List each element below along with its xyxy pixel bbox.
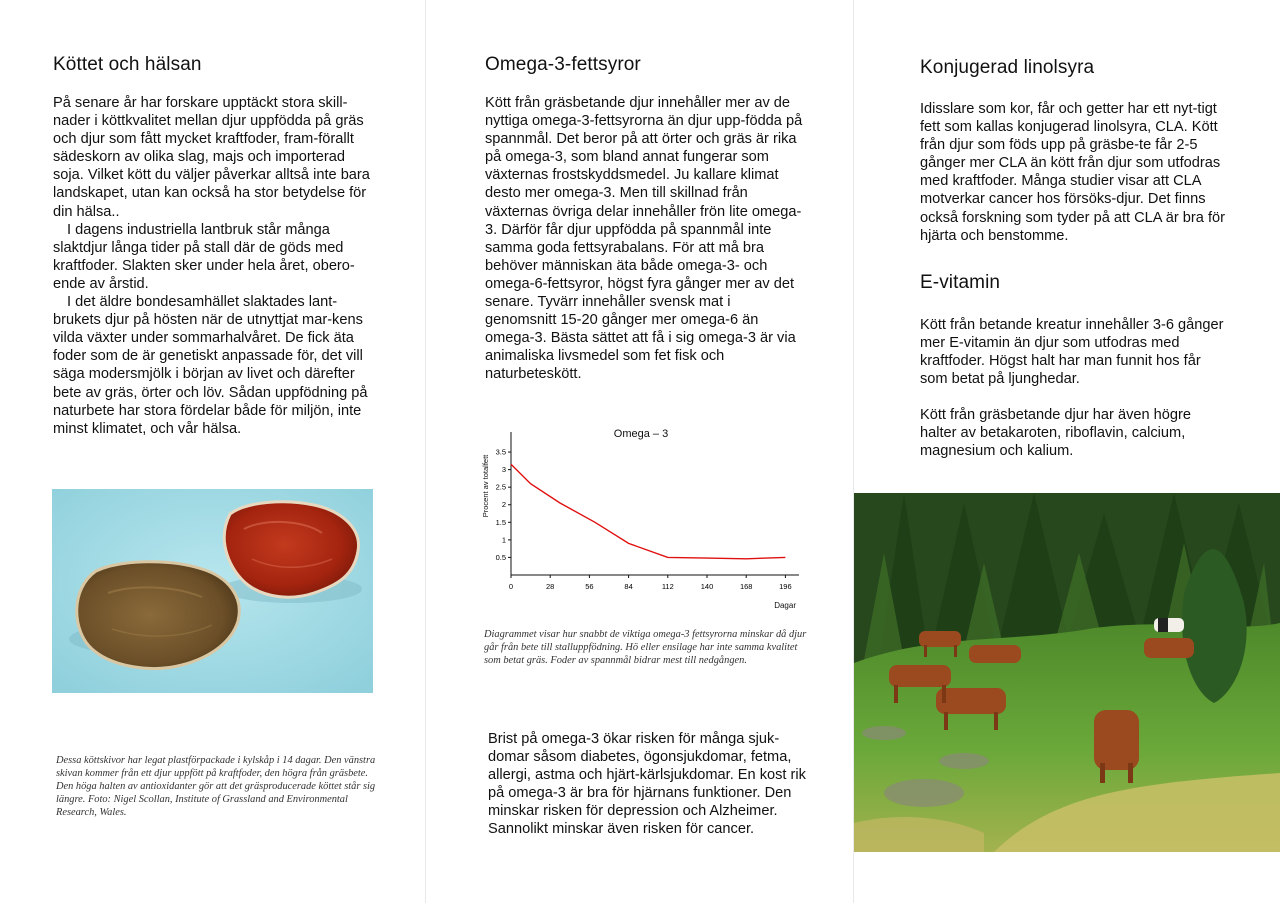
x-tick-label: 28 <box>546 582 555 591</box>
meat-health-body <box>53 94 379 438</box>
y-tick-label: 3 <box>501 465 506 475</box>
x-tick-label: 0 <box>508 582 514 591</box>
omega-3-body: Kött från gräsbetande djur innehåller mer av de nyttiga omega-3-fettsyrorna än djur upp-födda på spannmål. Det beror på att örter och gräs är rika på omega-3, som bland annat fungerar som växternas frostskyddsmedel. Ju kallare klimat desto mer omega-3. Men till skillnad från växternas övriga delar innehåller frön lite omega-3. Därför får djur uppfödda på spannmål inte samma goda fettsyrabalans. För att må bra behöver människan äta både omega-3- och omega-6-fettsyror, högst fyra gånger mer av det senare. Tyvärr innehåller svensk mat i genomsnitt 15-20 gånger mer omega-6 än omega-3. Bästa sättet att få i sig omega-3 är via animaliska livsmedel som fet fisk och naturbeteskött. <box>485 95 803 383</box>
pasture-cattle-photo <box>854 493 1280 852</box>
chart-title: Omega – 3 <box>613 428 669 440</box>
other-nutrients-body: Kött från gräsbetande djur har även högre halter av betakaroten, riboflavin, calcium, magnesium och kalium. <box>920 407 1191 460</box>
cla-body: Idisslare som kor, får och getter har ett nyt-tigt fett som kallas konjugerad linolsyra, CLA. Kött från djur som föds upp på gräsbe-te får 2-5 gånger mer CLA än kött från djur som utfodras med kraftfoder. Många studier visar att CLA motverkar cancer hos försöks-djur. Det finns också forskning som tyder på att CLA är bra för hjärta och benstomme. <box>920 101 1225 244</box>
x-tick-label: 196 <box>779 582 792 591</box>
heading-cla: Konjugerad linolsyra <box>920 57 1095 78</box>
vitamin-e-body: Kött från betande kreatur innehåller 3-6 gånger mer E-vitamin än djur som utfodras med kraftfoder. Högst halt har man funnit hos får som betat på ljunghedar. <box>920 317 1224 388</box>
x-tick-label: 84 <box>624 582 633 591</box>
paragraph: I det äldre bondesamhället slaktades lant-brukets djur på hösten när de utnyttjat mar-kens vilda växter under sommarhalvåret. De fick äta foder som de är genetiskt anpassade för, det vill säga modersmjölk i början av livet och därefter bete av gräs, örter och löv. Sådan uppfödning på naturbete har stora fördelar både för miljön, inte minst klimatet, och vår hälsa. <box>53 294 368 437</box>
meat-slices-illustration <box>52 489 373 693</box>
x-tick-label: 168 <box>739 582 753 591</box>
y-tick-label: 1 <box>501 535 506 545</box>
y-tick-label: 2.5 <box>495 482 506 492</box>
chart-y-axis-label: Procent av totalfett <box>481 454 490 518</box>
y-tick-label: 1.5 <box>495 517 506 527</box>
y-tick-label: 0.5 <box>495 552 506 562</box>
omega-3-deficiency-body: Brist på omega-3 ökar risken för många sjuk-domar såsom diabetes, ögonsjukdomar, fetma, allergi, astma och hjärt-kärlsjukdomar. En kost rik på omega-3 är bra för hjärnans funktioner. Den minskar risken för depression och Alzheimer. Sannolikt minskar även risken för cancer. <box>488 731 806 838</box>
chart-caption: Diagrammet visar hur snabbt de viktiga omega-3 fettsyrorna minskar då djur går från bete till stalluppfödning. Hö eller ensilage har inte samma kvalitet som betat gräs. Foder av spannmål bidrar mest till nedgången. <box>484 629 807 667</box>
meat-photo-caption: Dessa köttskivor har legat plastförpackade i kylskåp i 14 dagar. Den vänstra skivan kommer från ett djur uppfött på kraftfoder, den högra från gräsbete. Den höga halten av antioxidanter gör att det gräsproducerade köttet står sig längre. Foto: Nigel Scollan, Institute of Grassland and Environmental Research, Wales. <box>56 755 376 819</box>
y-tick-label: 2 <box>501 500 506 510</box>
paragraph: I dagens industriella lantbruk står många slaktdjur långa tider på stall där de göds med kraftfoder. Slakten sker under hela året, obero-ende av årstid. <box>53 221 355 292</box>
column-meat-and-health <box>0 0 425 903</box>
x-tick-label: 140 <box>700 582 714 591</box>
chart-series-line <box>511 464 785 559</box>
pasture-illustration <box>854 493 1280 852</box>
heading-meat-health: Köttet och hälsan <box>53 54 202 75</box>
heading-vitamin-e: E-vitamin <box>920 272 1001 293</box>
chart-x-axis-label: Dagar <box>774 601 796 610</box>
x-tick-label: 56 <box>585 582 594 591</box>
omega-3-chart-svg <box>476 422 806 618</box>
y-tick-label: 3.5 <box>495 447 506 457</box>
paragraph: På senare år har forskare upptäckt stora skill-nader i köttkvalitet mellan djur uppfödda på gräs och djur som fått mycket kraftfoder, fram-förallt sädeskorn av olika slag, majs och importerad soja. Vilket kött du väljer påverkar alltså inte bara landskapet, utan kan också ha stor betydelse för din hälsa.. <box>53 95 370 220</box>
meat-slices-photo <box>52 489 373 693</box>
omega-3-chart <box>476 422 806 618</box>
column-cla-vitamin-e <box>854 0 1280 903</box>
x-tick-label: 112 <box>661 582 674 591</box>
heading-omega-3: Omega-3-fettsyror <box>485 54 641 75</box>
column-omega-3 <box>426 0 853 903</box>
